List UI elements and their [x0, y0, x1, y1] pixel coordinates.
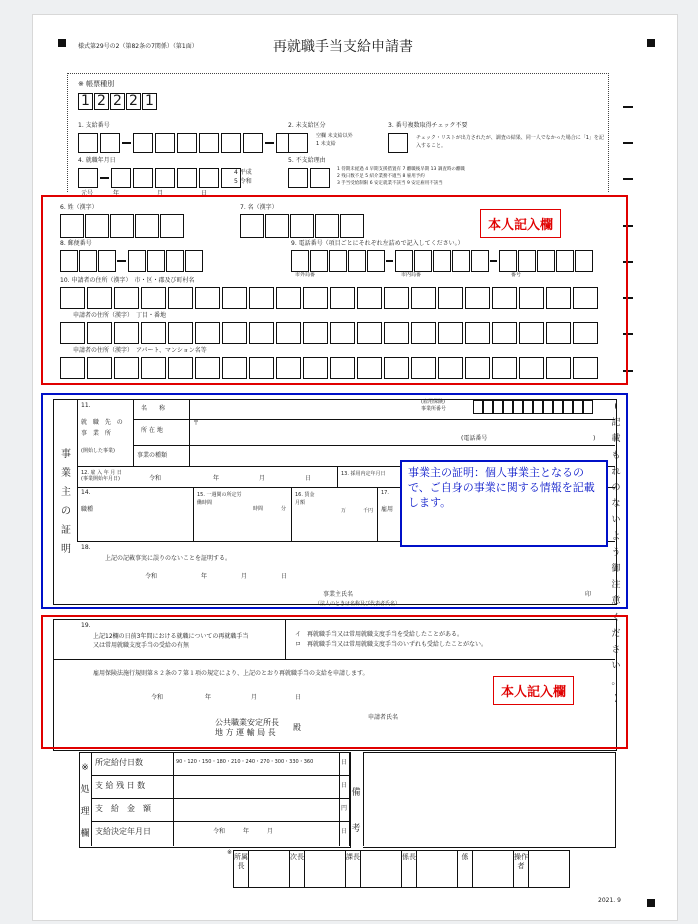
nonpayment-reason-cells[interactable] — [288, 168, 332, 188]
wage-thousand: 千円 — [363, 508, 374, 514]
approval-label: 係 — [458, 851, 473, 887]
payment-number-cells[interactable] — [78, 133, 298, 153]
employer-phone-label: (電話番号 — [461, 435, 488, 442]
row-1-unit: 日 — [341, 759, 348, 766]
hire-day: 日 — [305, 475, 312, 482]
cert-year: 年 — [201, 573, 208, 580]
side-note-char: ( — [614, 402, 618, 412]
row-2-unit: 日 — [341, 782, 348, 789]
corner-mark — [647, 39, 655, 47]
cert-month: 月 — [241, 573, 248, 580]
approval-label: 操作者 — [514, 851, 529, 887]
field-1-label: 1. 支給番号 — [78, 122, 110, 129]
digit-cell: 2 — [94, 93, 109, 110]
addressee-1: 公共職業安定所長 — [215, 718, 279, 727]
office-number-label: (雇用保険) 事業所番号 — [421, 399, 447, 412]
approval-label: 所属長 — [234, 851, 249, 887]
field-17-label: 17. — [381, 490, 389, 496]
side-note-char: な — [611, 499, 621, 510]
duplicate-check-cell[interactable] — [388, 133, 408, 153]
certify-text: 上記の記載事実に誤りのないことを証明する。 — [105, 555, 232, 562]
field-9-label: 9. 電話番号（項目ごとにそれぞれ左詰めで記入してください。） — [291, 240, 464, 247]
row-1-value: 90・120・150・180・210・240・270・300・330・360 — [176, 759, 314, 765]
job-label: 職種 — [81, 506, 94, 513]
approval-label: 課長 — [346, 851, 361, 887]
side-note-char: 注 — [611, 580, 621, 591]
option-ro: ロ 再就職手当又は常用就職支度手当のいずれも受給したことがない。 — [295, 641, 488, 648]
name-label: 名 称 — [141, 405, 166, 412]
side-note-char: う — [611, 547, 621, 558]
side-note-char: い — [611, 515, 621, 526]
address-3-label: 申請者の住所（漢字） アパート、マンション名等 — [73, 347, 207, 354]
row-3-unit: 円 — [341, 805, 348, 812]
approval-label: 次長 — [290, 851, 305, 887]
minutes-unit: 分 — [281, 506, 287, 512]
field-3-label: 3. 番号複数取得チェック不要 — [388, 122, 468, 129]
corner-mark — [58, 39, 66, 47]
approval-mark: ※ — [227, 849, 233, 856]
remarks-label: 備考 — [351, 788, 361, 834]
field-10-label: 10. 申請者の住所（漢字） 市・区・郡及び町村名 — [60, 277, 195, 284]
employ-label: 雇用 — [381, 506, 394, 513]
side-note-char: も — [611, 450, 621, 461]
reason-opts-1: 1 待期未経過 4 早期支援措置有 7 離職後早期 13 調査時の離職 — [337, 167, 465, 172]
address-2-label: 申請者の住所（漢字） 丁目・番地 — [73, 312, 167, 319]
edge-tick — [623, 142, 633, 144]
side-note-char: だ — [611, 628, 621, 639]
decl-day: 日 — [295, 694, 302, 701]
company-label: 就 職 先 の 事 業 所 — [81, 419, 125, 437]
employer-phone-close: ) — [593, 435, 596, 442]
side-note-char: 御 — [611, 564, 621, 575]
row-4-unit: 日 — [341, 828, 348, 835]
approval-stamp-area — [529, 851, 569, 887]
hire-year: 年 — [213, 475, 220, 482]
approval-stamp-area — [417, 851, 457, 887]
cert-era: 令和 — [145, 573, 158, 580]
approval-cell — [346, 851, 402, 887]
field-13-label: 13. 採用内定年月日 — [341, 471, 386, 477]
side-note-char: 記 — [611, 418, 621, 429]
field-15-label: 15. 一週間の所定労働時間 — [197, 492, 242, 506]
declaration-fill-label: 本人記入欄 — [493, 676, 574, 705]
applicant-name-label: 申請者氏名 — [368, 714, 399, 721]
side-note-char: れ — [611, 466, 621, 477]
option-i: イ 再就職手当又は常用就職支度手当を受給したことがある。 — [295, 631, 464, 638]
side-note-char: く — [611, 612, 621, 623]
unpaid-option-2: 1 未支給 — [316, 141, 336, 147]
company-sub-label: (開始した事業) — [81, 448, 115, 454]
field-11-label: 11. — [81, 402, 91, 409]
unit-year: 年 — [113, 190, 120, 197]
employer-side-label: 事業主の証明 — [61, 449, 71, 555]
approval-label: 係長 — [402, 851, 417, 887]
page-title: 再就職手当支給申請書 — [273, 39, 413, 55]
owner-name-label: 事業主氏名 — [323, 591, 354, 598]
side-note-char: ) — [614, 693, 618, 704]
approval-cell — [458, 851, 514, 887]
digit-cell: 2 — [126, 93, 141, 110]
unit-era: 元号 — [81, 190, 94, 197]
form-page — [33, 15, 677, 920]
side-note-char: い — [611, 661, 621, 672]
side-note-char: よ — [611, 531, 621, 542]
hire-era: 令和 — [149, 475, 162, 482]
edge-tick — [623, 106, 633, 108]
approval-cell — [234, 851, 290, 887]
office-side-label: ※処理欄 — [80, 763, 90, 839]
field-16-label: 16. 賃金月額 — [295, 492, 315, 506]
side-note-char: 載 — [611, 434, 621, 445]
phone-part-local: 市内局番 — [401, 272, 422, 278]
wage-man: 万 — [341, 508, 347, 514]
approval-stamps — [233, 850, 570, 888]
field-8-label: 8. 郵便番号 — [60, 240, 92, 247]
approval-stamp-area — [249, 851, 289, 887]
business-type-label: 事業の種類 — [137, 452, 168, 459]
owner-name-sub: （法人のときは名称及び代表者氏名） — [315, 601, 401, 607]
digit-cell: 2 — [110, 93, 125, 110]
remarks-box — [363, 752, 616, 848]
row-4-value: 令和 年 月 — [213, 828, 274, 835]
unit-day: 日 — [201, 190, 208, 197]
side-note-char: 意 — [611, 596, 621, 607]
side-note-char: の — [611, 483, 621, 494]
field-19-label: 19. — [81, 622, 91, 629]
form-type-digits — [78, 93, 158, 110]
employer-note: 事業主の証明：個人事業主となるので、ご自身の事業に関する情報を記載します。 — [400, 460, 608, 547]
phone-part-number: 番号 — [511, 272, 522, 278]
field-12-label: 12. 雇 入 年 月 日 (事業開始年月日) — [81, 470, 122, 482]
apply-text: 雇用保険法施行規則第８２条の７第１項の規定により、上記のとおり再就職手当の支給を申請します。 — [93, 670, 369, 677]
form-number: 様式第29号の2（第82条の7関係）（第1面） — [78, 43, 198, 50]
applicant-fill-label: 本人記入欄 — [480, 209, 561, 238]
approval-cell — [402, 851, 458, 887]
approval-stamp-area — [305, 851, 345, 887]
unit-month: 月 — [157, 190, 164, 197]
field-19-question: 上記12欄の日前3年間における就職についての再就職手当 又は常用就職支度手当の受給の有無 — [93, 633, 249, 649]
approval-cell — [290, 851, 346, 887]
employment-date-cells[interactable] — [78, 168, 243, 188]
address-label: 所 在 地 — [141, 427, 163, 434]
row-1-label: 所定給付日数 — [95, 758, 143, 767]
era-reiwa: 5 令和 — [234, 178, 252, 185]
era-heisei: 4 平成 — [234, 169, 252, 176]
unpaid-option-1: 空欄 未支給以外 — [316, 133, 353, 139]
office-number-cells[interactable] — [473, 400, 593, 414]
hire-month: 月 — [259, 475, 266, 482]
decl-month: 月 — [251, 694, 258, 701]
decl-year: 年 — [205, 694, 212, 701]
seal-mark: 印 — [585, 591, 592, 598]
row-2-label: 支 給 残 日 数 — [95, 781, 146, 790]
approval-cell — [514, 851, 569, 887]
side-note-char: さ — [611, 645, 621, 656]
field-14-label: 14. — [81, 489, 91, 496]
reason-opts-2: 2 残日数不足 5 紹介業務不適当 8 雇用予約 — [337, 174, 425, 179]
row-3-label: 支 給 金 額 — [95, 804, 151, 813]
hours-unit: 時間 — [253, 506, 264, 512]
row-4-label: 支給決定年月日 — [95, 827, 151, 836]
approval-stamp-area — [361, 851, 401, 887]
corner-mark — [647, 899, 655, 907]
field-7-label: 7. 名（漢字） — [240, 204, 278, 211]
form-type-label: ※ 帳票種別 — [78, 80, 115, 88]
field-2-label: 2. 未支給区分 — [288, 122, 326, 129]
side-note-char: 。 — [611, 677, 621, 688]
field-5-label: 5. 不支給理由 — [288, 157, 326, 164]
decl-era: 令和 — [151, 694, 164, 701]
field-6-label: 6. 姓（漢字） — [60, 204, 98, 211]
postal-mark: 〒 — [193, 420, 200, 427]
edge-tick — [623, 178, 633, 180]
reason-opts-3: 3 手当受給制限 6 安定就業不該当 9 安定雇用不該当 — [337, 181, 443, 186]
phone-part-area: 市外局番 — [295, 272, 316, 278]
digit-cell: 1 — [142, 93, 157, 110]
revision-date: 2021. 9 — [598, 897, 621, 904]
digit-cell: 1 — [78, 93, 93, 110]
field-4-label: 4. 就職年月日 — [78, 157, 116, 164]
field-3-note: チェック・リストが出力されたが、調査の結果、同一人でなかった場合に「1」を記入すること。 — [416, 135, 604, 149]
field-18-label: 18. — [81, 544, 91, 551]
addressee-dono: 殿 — [293, 723, 301, 732]
cert-day: 日 — [281, 573, 288, 580]
addressee-2: 地 方 運 輸 局 長 — [215, 728, 276, 737]
unpaid-class-cell[interactable] — [288, 133, 308, 153]
approval-stamp-area — [473, 851, 513, 887]
